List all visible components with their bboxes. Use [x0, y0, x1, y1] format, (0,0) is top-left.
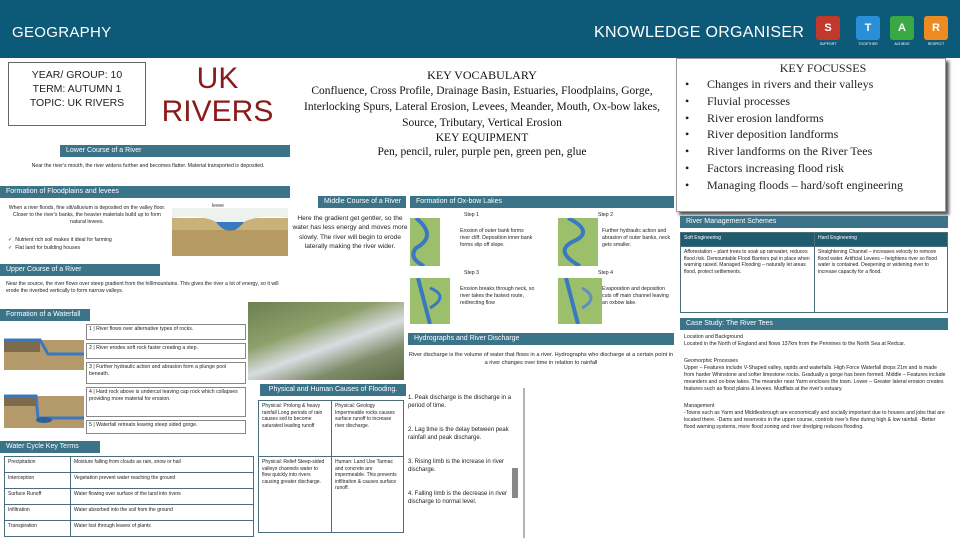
- term-cell: Infiltration: [5, 505, 71, 521]
- definition-cell: Vegetation prevent water reaching the ground: [71, 473, 254, 489]
- floodplains-tick-2: [8, 245, 168, 252]
- definition-cell: Water flowing over surface of the land into rivers: [71, 489, 254, 505]
- definition-cell: Water absorbed into the soil from the ground: [71, 505, 254, 521]
- river-management-table: [680, 232, 948, 313]
- focus-item: • River erosion landforms: [687, 110, 945, 127]
- topic-title: [150, 62, 285, 128]
- definition-cell: Moisture falling from clouds as rain, snow or hail: [71, 457, 254, 473]
- hydrograph-point: 1. Peak discharge is the discharge in a period of time.: [408, 395, 512, 410]
- location-text: Located in the North of England and flows 137km from the Pennines to the North Sea at Redcar.: [684, 341, 906, 347]
- upper-course-text: Near the source, the river flows over steep gradient from the hill/mountains. This gives the river a lot of energy, so it will erode the riverbed vertically to form narrow valleys.: [6, 281, 279, 294]
- oxbow-step-4: [544, 270, 674, 324]
- hydrographs-intro: River discharge is the volume of water that flows in a river. Hydrographs who discharge at a certain point in a river changes over time in relation to rainfall: [408, 352, 674, 366]
- step-text: Further hydraulic action and abrasion of outer banks, neck gets smaller.: [602, 228, 671, 248]
- hydrograph-point: 2. Lag time is the delay between peak rainfall and peak discharge.: [408, 427, 509, 442]
- floodplains-tick-1: [8, 237, 168, 244]
- topic-title-line1: UK: [196, 62, 239, 95]
- step-text: Evaporation and deposition cuts off main channel leaving an oxbow lake.: [602, 286, 669, 306]
- focusses-heading: KEY FOCUSSES: [779, 61, 867, 75]
- soft-engineering-body: Afforestation – plant trees to soak up rainwater, reduces flood risk. Demountable Flood Barriers put in place when warning raised. Managed Flooding – naturally let areas flood, protect settlements.: [681, 247, 815, 313]
- together-logo-icon: T: [856, 16, 880, 40]
- step-text: Erosion of outer bank forms river cliff. Deposition inner bank forms slip off slope.: [460, 228, 533, 248]
- step-label: Step 1: [464, 212, 479, 218]
- oxbow-step-1-diagram: [410, 218, 440, 266]
- location-heading: Location and Background: [684, 334, 743, 340]
- case-study-header: Case Study: The River Tees: [680, 318, 948, 330]
- term-cell: Transpiration: [5, 521, 71, 537]
- waterfall-diagram-2: [4, 388, 84, 428]
- cause-cell: Physical: Relief Steep-sided valleys channels water to flow quickly into rivers causing greater discharge.: [259, 457, 332, 533]
- term-cell: Precipitation: [5, 457, 71, 473]
- soft-engineering-heading: Soft Engineering: [681, 233, 815, 247]
- tick-text: Flat land for building houses: [15, 245, 81, 251]
- table-row: [5, 521, 254, 537]
- tick-text: Nutrient rich soil makes it ideal for farming: [15, 237, 112, 243]
- topic: TOPIC: UK RIVERS: [29, 97, 125, 109]
- management-heading: Management: [684, 403, 715, 409]
- step-label: Step 2: [598, 212, 613, 218]
- table-row: [259, 457, 404, 533]
- hydrographs-header: Hydrographs and River Discharge: [408, 333, 674, 345]
- vocab-terms: Confluence, Cross Profile, Drainage Basin, Estuaries, Floodplains, Gorge, Interlocking Spurs, Lateral Erosion, Levees, Meander, Mouth, Ox-bow lakes, Source, Tributary, Vertical Erosion: [304, 85, 660, 129]
- term-cell: Interception: [5, 473, 71, 489]
- waterfall-header: Formation of a Waterfall: [0, 309, 90, 321]
- flooding-causes-header: Physical and Human Causes of Flooding.: [260, 384, 406, 396]
- table-row: [5, 505, 254, 521]
- equipment-heading: KEY EQUIPMENT: [435, 132, 529, 144]
- oxbow-step-2-diagram: [558, 218, 598, 266]
- upper-course-header: Upper Course of a River: [0, 264, 160, 276]
- vocab-heading: KEY VOCABULARY: [427, 68, 537, 82]
- cause-cell: Human: Land Use Tarmac and concrete are impermeable. This prevents infiltration & causes surface runoff.: [332, 457, 404, 533]
- table-row: [5, 473, 254, 489]
- waterfall-photo: [248, 302, 404, 380]
- table-row: [259, 401, 404, 457]
- oxbow-step-3-diagram: [410, 278, 450, 324]
- oxbow-step-4-diagram: [558, 278, 602, 324]
- table-row: [681, 233, 948, 247]
- table-row: [681, 247, 948, 313]
- management-text: -Towns such as Yarm and Middlesbrough are economically and socially important due to houses and jobs that are located there. -Dams and reservoirs in the upper course, controls river's flow during high & low rainfall. -Better flood warning systems, more flood zoning and river dredging reduces flooding.: [684, 410, 945, 430]
- water-cycle-table: [4, 456, 254, 537]
- equipment-list: Pen, pencil, ruler, purple pen, green pen, glue: [377, 146, 587, 158]
- respect-caption: RESPECT: [927, 42, 945, 46]
- middle-course-header: Middle Course of a River: [318, 196, 406, 208]
- hydrograph-point: 4. Falling limb is the decrease in river discharge to normal level.: [408, 491, 508, 506]
- lower-course-header: Lower Course of a River: [60, 145, 290, 157]
- year-group: YEAR/ GROUP: 10: [31, 69, 123, 81]
- focus-item: • Factors increasing flood risk: [687, 160, 945, 177]
- water-cycle-header: Water Cycle Key Terms: [0, 441, 100, 453]
- hard-engineering-heading: Hard Engineering: [815, 233, 948, 247]
- flooding-causes-table: [258, 400, 404, 533]
- hydrograph-points: [408, 394, 518, 522]
- floodplains-text: When a river floods, fine silt/alluvium is deposited on the valley floor. Closer to the river's banks, the heavier materials build up to form natural levees.: [8, 205, 166, 225]
- key-focusses-box: [676, 58, 946, 212]
- term: TERM: AUTUMN 1: [32, 83, 122, 95]
- oxbow-step-2: [544, 212, 674, 266]
- oxbow-step-1: [410, 212, 542, 266]
- waterfall-step: 5 | Waterfall retreats leaving steep sided gorge.: [86, 420, 246, 434]
- tick-icon: ✓: [8, 237, 16, 243]
- topic-title-line2: RIVERS: [161, 95, 274, 128]
- key-vocabulary-box: [293, 62, 671, 177]
- lower-course-text: Near the river's mouth, the river widens further and becomes flatter. Material transported is deposited.: [31, 163, 265, 169]
- step-text: Erosion breaks through neck, so river takes the fastest route, redirecting flow: [460, 286, 535, 306]
- focusses-list: [687, 76, 945, 194]
- oxbow-header: Formation of Ox-bow Lakes: [410, 196, 674, 208]
- levee-label: levee: [212, 203, 224, 209]
- middle-course-text: Here the gradient get gentler, so the water has less energy and moves more slowly. The river will begin to erode laterally making the river wider.: [292, 215, 408, 250]
- geomorphic-text: Upper – Features include V-Shaped valley, rapids and waterfalls. High Force Waterfall drops 21m and is made from harder Whinstone and softer limestone rocks. Gradually a gorge has been formed. Middle – Features include meanders and ox-bow lakes. The meander near Yarm encloses the town. Lower – Greater lateral erosion creates features such as flood plains & levees. Mudflats at the river's estuary.: [684, 365, 946, 392]
- floodplain-levee-diagram: [172, 200, 288, 256]
- step-label: Step 4: [598, 270, 613, 276]
- respect-logo-icon: R: [924, 16, 948, 40]
- table-row: [5, 457, 254, 473]
- tick-icon: ✓: [8, 245, 16, 251]
- waterfall-diagram-1: [4, 330, 84, 370]
- oxbow-step-3: [410, 270, 542, 324]
- waterfall-step: 1 | River flows over alternative types of rocks.: [86, 324, 246, 340]
- case-study-body: [684, 334, 946, 431]
- hard-engineering-body: Straightening Channel – increases velocity to remove flood water. Artificial Levees – heightens river so flood water is contained. Deepening or widening river to increase capacity for a flood.: [815, 247, 948, 313]
- hydrograph-point: 3. Rising limb is the increase in river discharge.: [408, 459, 505, 474]
- river-management-header: River Management Schemes: [680, 216, 948, 228]
- definition-cell: Water lost through leaves of plants: [71, 521, 254, 537]
- focus-item: • Changes in rivers and their valleys: [687, 76, 945, 93]
- waterfall-steps: [86, 324, 246, 436]
- achieve-caption: ACHIEVE: [894, 42, 910, 46]
- focus-item: • Managing floods – hard/soft engineering: [687, 177, 945, 194]
- support-caption: SUPPORT: [819, 42, 837, 46]
- waterfall-step: 3 | Further hydraulic action and abrasion form a plunge pool beneath.: [86, 362, 246, 384]
- step-label: Step 3: [464, 270, 479, 276]
- waterfall-step: 2 | River erodes soft rock faster creating a step.: [86, 343, 246, 359]
- floodplains-header: Formation of Floodplains and levees: [0, 186, 290, 198]
- focus-item: • River deposition landforms: [687, 126, 945, 143]
- focus-item: • Fluvial processes: [687, 93, 945, 110]
- table-row: [5, 489, 254, 505]
- cause-cell: Physical: Prolong & heavy rainfall Long periods of rain causes soil to become saturated leading runoff: [259, 401, 332, 457]
- support-logo-icon: S: [816, 16, 840, 40]
- geomorphic-heading: Geomorphic Processes: [684, 358, 738, 364]
- subject-title: GEOGRAPHY: [12, 24, 112, 41]
- focus-item: • River landforms on the River Tees: [687, 143, 945, 160]
- achieve-logo-icon: A: [890, 16, 914, 40]
- course-info-box: [8, 62, 146, 126]
- together-caption: TOGETHER: [858, 42, 878, 46]
- cause-cell: Physical: Geology Impermeable rocks causes surface runoff to increase river discharge.: [332, 401, 404, 457]
- organiser-title: KNOWLEDGE ORGANISER: [594, 24, 805, 41]
- term-cell: Surface Runoff: [5, 489, 71, 505]
- waterfall-step: 4 | Hard rock above is undercut leaving cap rock which collapses providing more material for erosion.: [86, 387, 246, 417]
